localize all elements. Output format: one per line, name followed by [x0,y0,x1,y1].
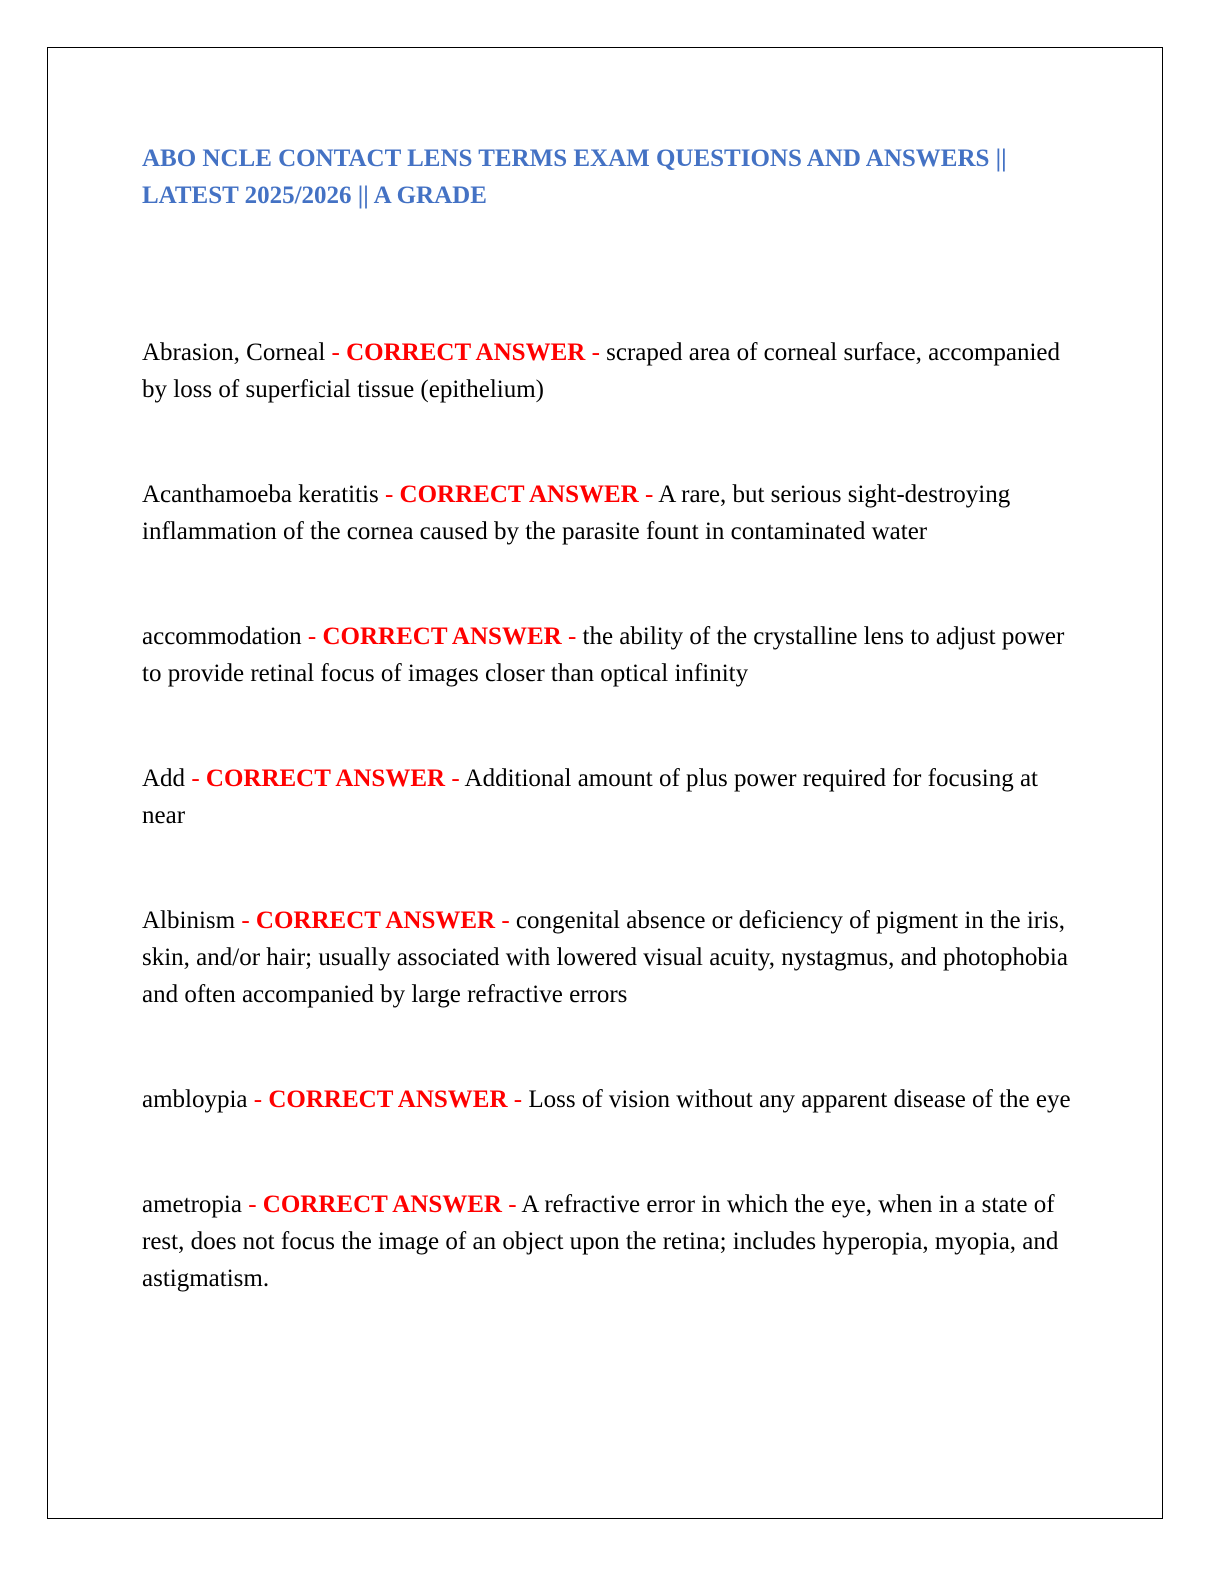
definition: congenital absence or deficiency of pigment in the iris, skin, and/or hair; usually associated with lowered visual acuity, nystagmus, and photophobia and often accompanied by large refractive errors [142,907,1068,1008]
separator: - [384,481,394,508]
term: Albinism [142,907,236,934]
term-entry [142,476,1077,550]
term: Acanthamoeba keratitis [142,481,379,508]
term-list [142,334,1077,1297]
separator: - [508,1191,517,1218]
correct-answer-label: CORRECT ANSWER [262,1191,502,1218]
correct-answer-label: CORRECT ANSWER [346,339,586,366]
term-entry [142,760,1077,834]
correct-answer-label: CORRECT ANSWER [205,765,446,792]
separator: - [591,339,600,366]
term-entry [142,334,1077,408]
term-entry [142,1081,1077,1118]
correct-answer-label: CORRECT ANSWER [255,907,496,934]
term-entry [142,618,1077,692]
document-body [142,140,1077,1365]
separator: - [501,907,510,934]
term: ambloypia [142,1086,248,1113]
separator: - [331,339,340,366]
term: Add [142,765,186,792]
separator: - [644,481,654,508]
term: Abrasion, Corneal [142,339,326,366]
separator: - [241,907,250,934]
separator: - [248,1191,257,1218]
separator: - [191,765,200,792]
separator: - [451,765,460,792]
separator: - [567,623,577,650]
correct-answer-label: CORRECT ANSWER [268,1086,508,1113]
term: accommodation [142,623,302,650]
definition: A rare, but serious sight-destroying inflammation of the cornea caused by the parasite fount in contaminated water [142,481,1011,545]
term: ametropia [142,1191,242,1218]
definition: scraped area of corneal surface, accompanied by loss of superficial tissue (epithelium) [142,339,1061,403]
term-entry [142,1186,1077,1297]
separator: - [513,1086,523,1113]
document-title: ABO NCLE CONTACT LENS TERMS EXAM QUESTIONS AND ANSWERS || LATEST 2025/2026 || A GRADE [142,145,1007,209]
term-entry [142,902,1077,1013]
correct-answer-label: CORRECT ANSWER [322,623,562,650]
correct-answer-label: CORRECT ANSWER [399,481,639,508]
separator: - [253,1086,263,1113]
definition: Loss of vision without any apparent disease of the eye [528,1086,1071,1113]
definition: A refractive error in which the eye, when in a state of rest, does not focus the image of an object upon the retina; includes hyperopia, myopia, and astigmatism. [142,1191,1059,1292]
definition: the ability of the crystalline lens to adjust power to provide retinal focus of images closer than optical infinity [142,623,1065,687]
definition: Additional amount of plus power required for focusing at near [142,765,1039,829]
separator: - [307,623,317,650]
